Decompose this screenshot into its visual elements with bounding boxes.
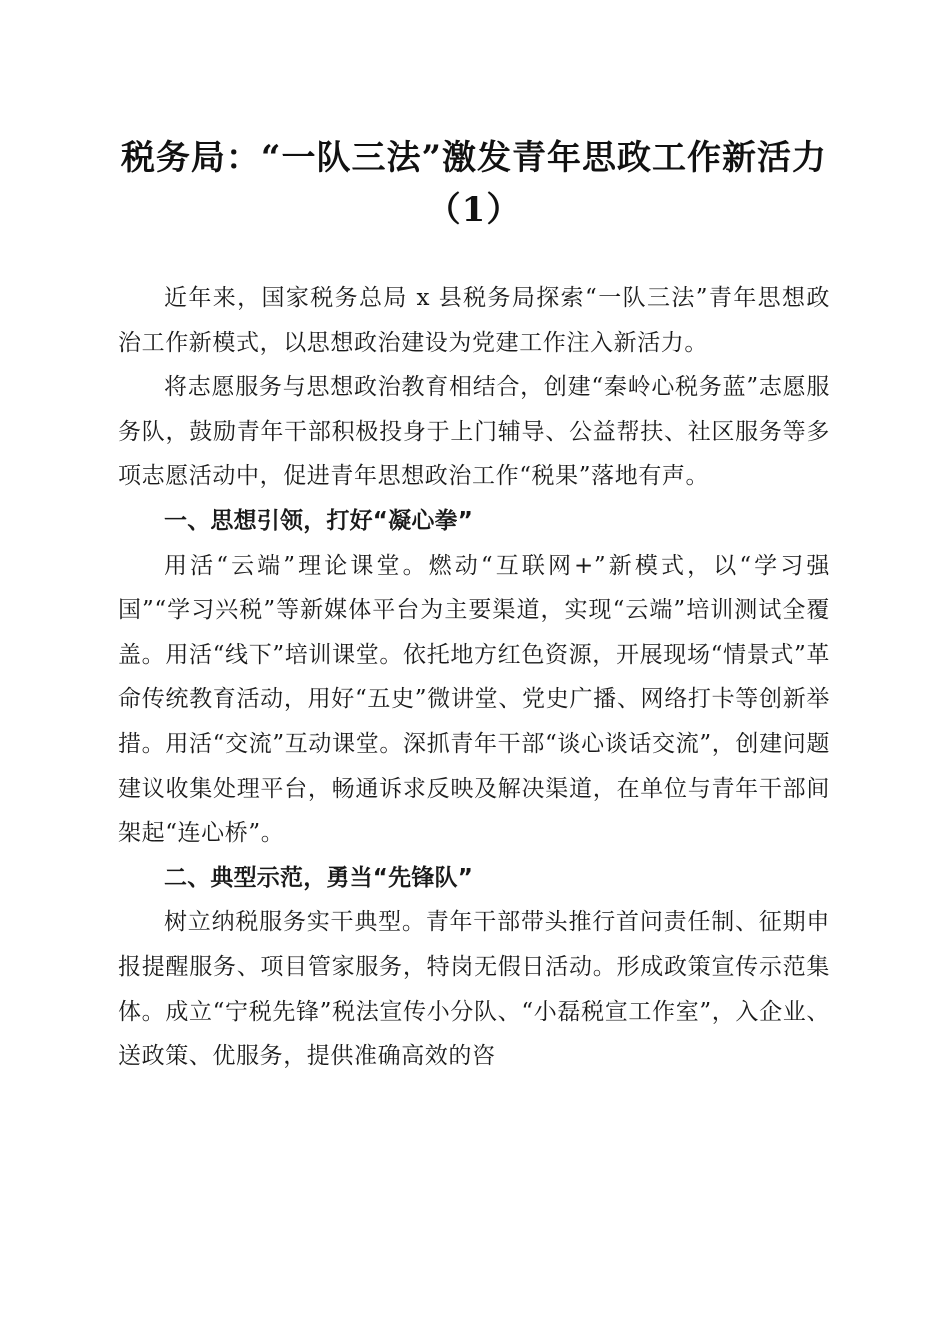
section-1-heading: 一、思想引领，打好“凝心拳” xyxy=(164,507,474,534)
document-body xyxy=(118,276,830,1079)
section-2-heading: 二、典型示范，勇当“先锋队” xyxy=(164,864,474,891)
intro-paragraph: 近年来，国家税务总局 x 县税务局探索“一队三法”青年思想政治工作新模式，以思想政治建设为党建工作注入新活力。 xyxy=(118,285,830,356)
document-title: 税务局：“一队三法”激发青年思政工作新活力（1） xyxy=(120,138,828,230)
volunteer-paragraph: 将志愿服务与思想政治教育相结合，创建“秦岭心税务蓝”志愿服务队，鼓励青年干部积极投身于上门辅导、公益帮扶、社区服务等多项志愿活动中，促进青年思想政治工作“税果”落地有声。 xyxy=(118,374,830,490)
section-1-paragraph: 用活“云端”理论课堂。燃动“互联网+”新模式，以“学习强国”“学习兴税”等新媒体平台为主要渠道，实现“云端”培训测试全覆盖。用活“线下”培训课堂。依托地方红色资源，开展现场“情景式”革命传统教育活动，用好“五史”微讲堂、党史广播、网络打卡等创新举措。用活“交流”互动课堂。深抓青年干部“谈心谈话交流”，创建问题建议收集处理平台，畅通诉求反映及解决渠道，在单位与青年干部间架起“连心桥”。 xyxy=(118,552,830,847)
section-2-paragraph: 树立纳税服务实干典型。青年干部带头推行首问责任制、征期申报提醒服务、项目管家服务，特岗无假日活动。形成政策宣传示范集体。成立“宁税先锋”税法宣传小分队、“小磊税宣工作室”，入企业、送政策、优服务，提供准确高效的咨 xyxy=(118,909,830,1070)
